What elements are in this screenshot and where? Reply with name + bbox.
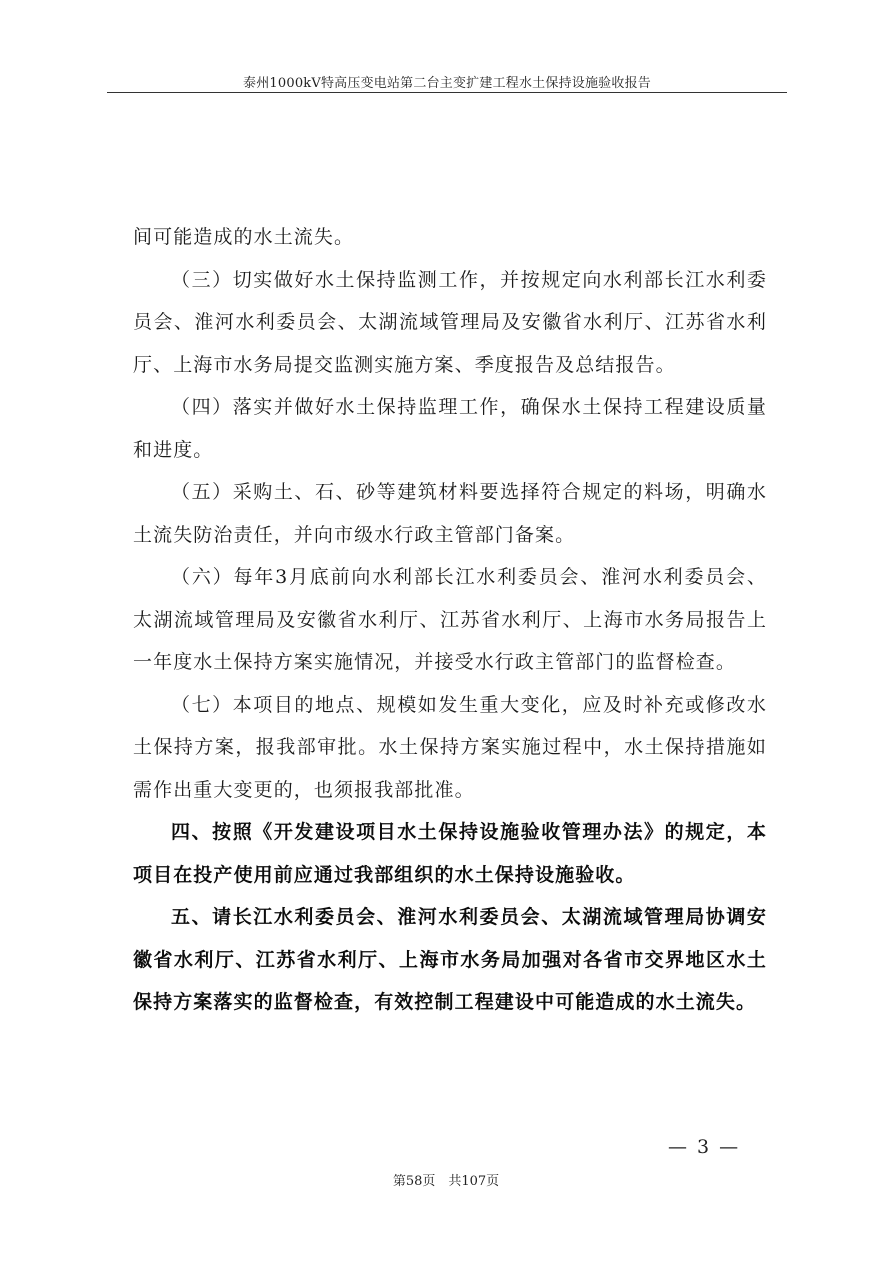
document-header: 泰州1000kV特高压变电站第二台主变扩建工程水土保持设施验收报告	[243, 76, 651, 91]
paragraph-continuation: 间可能造成的水土流失。	[133, 226, 355, 248]
document-body	[133, 216, 767, 1024]
paragraph-section-5: 五、请长江水利委员会、淮河水利委员会、太湖流域管理局协调安徽省水利厅、江苏省水利厅、上海市水务局加强对各省市交界地区水土保持方案落实的监督检查，有效控制工程建设中可能造成的水土流失。	[133, 906, 767, 1013]
header-divider	[107, 92, 787, 93]
paragraph-section-4: 四、按照《开发建设项目水土保持设施验收管理办法》的规定，本项目在投产使用前应通过我部组织的水土保持设施验收。	[133, 821, 767, 886]
paragraph-item-4: （四）落实并做好水土保持监理工作，确保水土保持工程建设质量和进度。	[133, 396, 767, 461]
page-footer: 第58页 共107页	[392, 1174, 500, 1189]
paragraph-item-7: （七）本项目的地点、规模如发生重大变化，应及时补充或修改水土保持方案，报我部审批。水土保持方案实施过程中，水土保持措施如需作出重大变更的，也须报我部批准。	[133, 693, 767, 801]
inner-page-number: — 3 —	[668, 1136, 741, 1158]
paragraph-item-3: （三）切实做好水土保持监测工作，并按规定向水利部长江水利委员会、淮河水利委员会、太湖流域管理局及安徽省水利厅、江苏省水利厅、上海市水务局提交监测实施方案、季度报告及总结报告。	[133, 268, 767, 376]
paragraph-item-6: （六）每年3月底前向水利部长江水利委员会、淮河水利委员会、太湖流域管理局及安徽省水利厅、江苏省水利厅、上海市水务局报告上一年度水土保持方案实施情况，并接受水行政主管部门的监督检查。	[133, 566, 767, 673]
paragraph-item-5: （五）采购土、石、砂等建筑材料要选择符合规定的料场，明确水土流失防治责任，并向市级水行政主管部门备案。	[133, 481, 767, 546]
